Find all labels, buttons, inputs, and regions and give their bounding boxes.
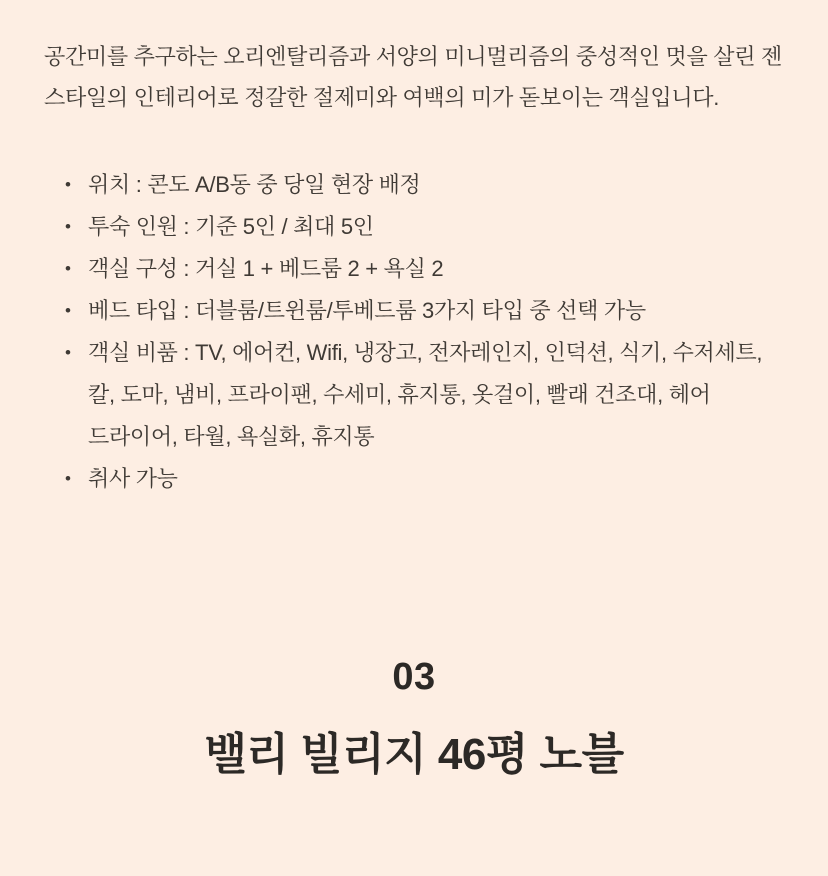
section-title: 밸리 빌리지 46평 노블 [204,730,624,779]
detail-item-bed-type: • 베드 타입 : 더블룸/트윈룸/투베드룸 3가지 타입 중 선택 가능 [65,290,784,332]
section-heading [44,658,784,778]
room-intro-paragraph: 공간미를 추구하는 오리엔탈리즘과 서양의 미니멀리즘의 중성적인 멋을 살린 젠 스타일의 인테리어로 정갈한 절제미와 여백의 미가 돋보이는 객실입니다. [44,44,782,110]
detail-item-location: • 위치 : 콘도 A/B동 중 당일 현장 배정 [65,164,784,206]
room-details-list [44,164,784,500]
section-number: 03 [392,656,436,698]
detail-item-cooking: • 취사 가능 [65,458,784,500]
detail-item-amenities: • 객실 비품 : TV, 에어컨, Wifi, 냉장고, 전자레인지, 인덕션, 식기, 수저세트, 칼, 도마, 냄비, 프라이팬, 수세미, 휴지통, 옷걸이, 빨래 건조대, 헤어 드라이어, 타월, 욕실화, 휴지통 [65,332,784,458]
detail-item-room-composition: • 객실 구성 : 거실 1 + 베드룸 2 + 욕실 2 [65,248,784,290]
detail-item-occupancy: • 투숙 인원 : 기준 5인 / 최대 5인 [65,206,784,248]
